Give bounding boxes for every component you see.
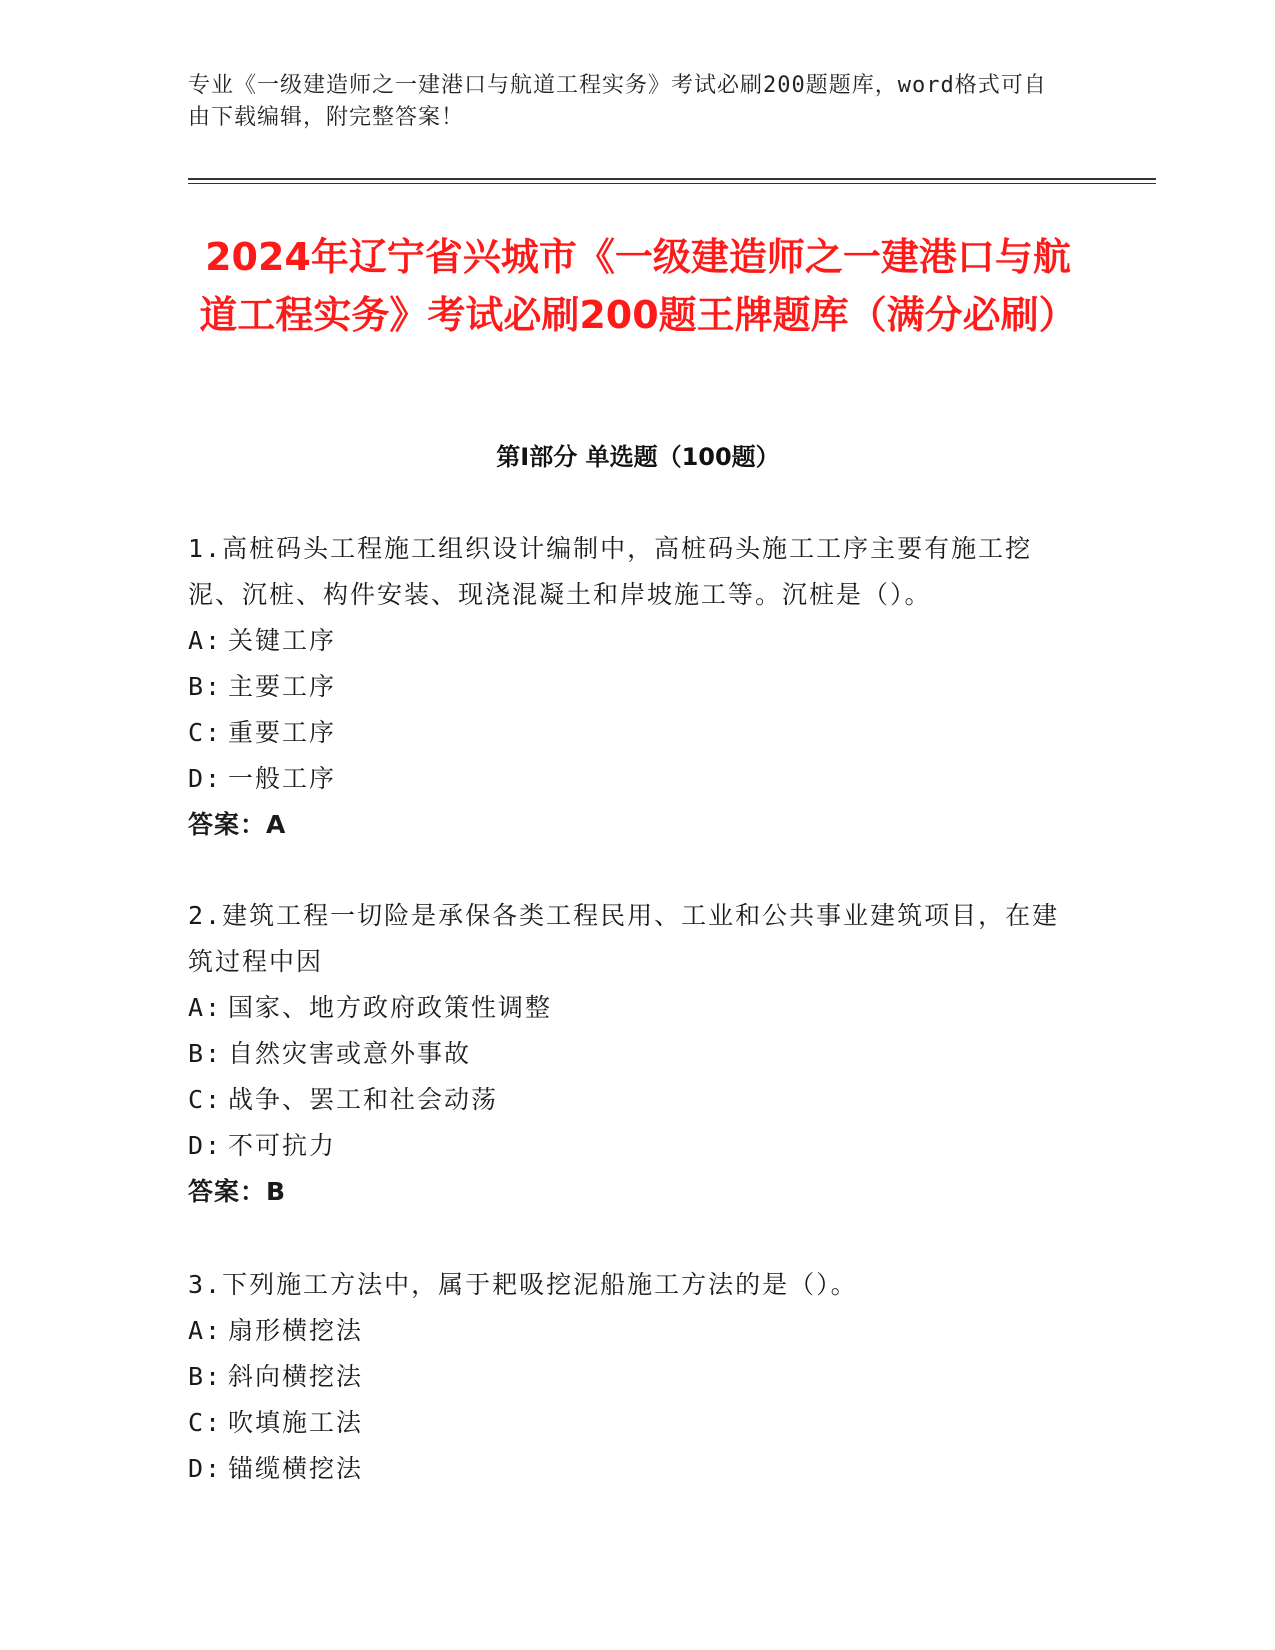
option-c xyxy=(188,1077,1068,1123)
option-letter: D: xyxy=(188,764,223,793)
option-text: 主要工序 xyxy=(228,672,337,701)
document-title: 2024年辽宁省兴城市《一级建造师之一建港口与航道工程实务》考试必刷200题王牌题库（满分必刷） xyxy=(199,235,1077,337)
option-letter: A: xyxy=(188,626,223,655)
option-b xyxy=(188,664,1068,710)
option-c xyxy=(188,1400,1068,1446)
question-3 xyxy=(188,1262,1068,1492)
option-a xyxy=(188,618,1068,664)
option-text: 锚缆横挖法 xyxy=(228,1454,364,1483)
option-letter: D: xyxy=(188,1131,223,1160)
option-c xyxy=(188,710,1068,756)
question-1 xyxy=(188,526,1068,848)
option-text: 吹填施工法 xyxy=(228,1408,364,1437)
option-letter: C: xyxy=(188,1085,223,1114)
header-divider-thin xyxy=(188,183,1156,184)
option-b xyxy=(188,1031,1068,1077)
option-letter: B: xyxy=(188,1362,223,1391)
option-letter: C: xyxy=(188,718,223,747)
question-stem: 2.建筑工程一切险是承保各类工程民用、工业和公共事业建筑项目，在建筑过程中因 xyxy=(188,901,1060,976)
header-divider xyxy=(188,178,1156,180)
option-text: 战争、罢工和社会动荡 xyxy=(228,1085,499,1114)
option-d xyxy=(188,1446,1068,1492)
option-letter: C: xyxy=(188,1408,223,1437)
option-a xyxy=(188,985,1068,1031)
option-letter: A: xyxy=(188,1316,223,1345)
option-d xyxy=(188,1123,1068,1169)
option-text: 斜向横挖法 xyxy=(228,1362,364,1391)
question-stem: 1.高桩码头工程施工组织设计编制中，高桩码头施工工序主要有施工挖泥、沉桩、构件安装、现浇混凝土和岸坡施工等。沉桩是（）。 xyxy=(188,534,1033,609)
answer-line: 答案：A xyxy=(188,810,287,839)
header-note: 专业《一级建造师之一建港口与航道工程实务》考试必刷200题题库，word格式可自由下载编辑，附完整答案！ xyxy=(188,73,1047,130)
option-text: 不可抗力 xyxy=(228,1131,337,1160)
option-text: 自然灾害或意外事故 xyxy=(228,1039,472,1068)
question-2 xyxy=(188,893,1068,1215)
option-d xyxy=(188,756,1068,802)
section-heading: 第I部分 单选题（100题） xyxy=(496,443,780,471)
option-text: 重要工序 xyxy=(228,718,337,747)
question-stem: 3.下列施工方法中，属于耙吸挖泥船施工方法的是（）。 xyxy=(188,1270,858,1299)
answer-line: 答案：B xyxy=(188,1177,287,1206)
option-text: 一般工序 xyxy=(228,764,337,793)
option-text: 扇形横挖法 xyxy=(228,1316,364,1345)
option-letter: B: xyxy=(188,672,223,701)
option-b xyxy=(188,1354,1068,1400)
option-text: 国家、地方政府政策性调整 xyxy=(228,993,553,1022)
option-a xyxy=(188,1308,1068,1354)
option-letter: B: xyxy=(188,1039,223,1068)
option-text: 关键工序 xyxy=(228,626,337,655)
option-letter: D: xyxy=(188,1454,223,1483)
option-letter: A: xyxy=(188,993,223,1022)
